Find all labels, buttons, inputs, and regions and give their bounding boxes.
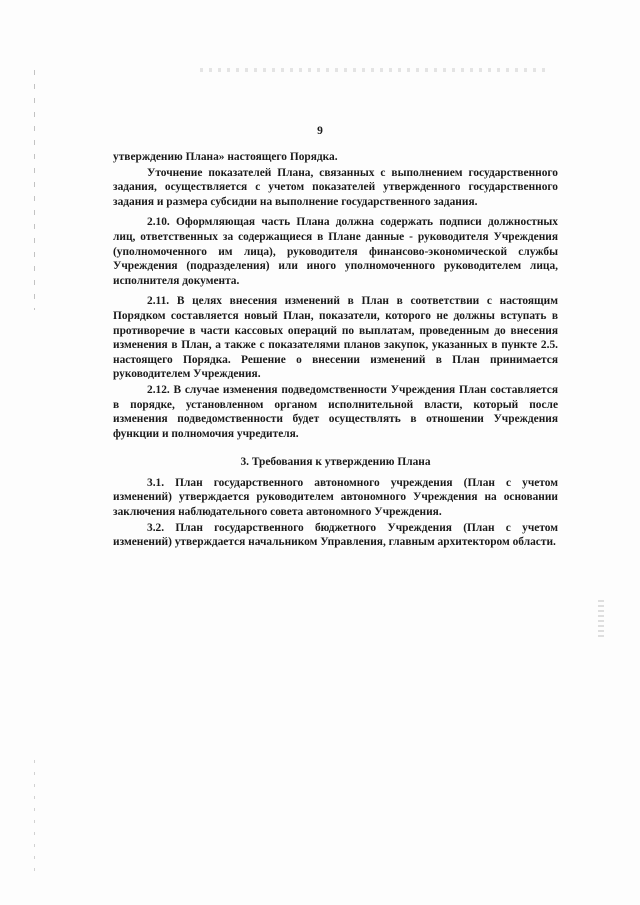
document-body	[113, 150, 558, 551]
scan-artifact-top	[200, 68, 550, 72]
paragraph-2-11: 2.11. В целях внесения изменений в План в соответствии с настоящим Порядком составляется новый План, показатели, которого не должны вступать в противоречие в части кассовых операций по выплатам, проведенным до внесения изменения в План, а также с показателями планов закупок, указанных в пункте 2.5. настоящего Порядка. Решение о внесении изменений в План принимается руководителем Учреждения.	[113, 295, 558, 381]
scan-artifact-right	[598, 600, 604, 640]
paragraph-3-1: 3.1. План государственного автономного учреждения (План с учетом изменений) утверждается руководителем автономного Учреждения на основании заключения наблюдательного совета автономного Учреждения.	[113, 476, 558, 519]
scan-artifact-left-edge-lower	[34, 760, 35, 880]
paragraph-continuation: утверждению Плана» настоящего Порядка.	[113, 151, 338, 163]
paragraph-2-12: 2.12. В случае изменения подведомственности Учреждения План составляется в порядке, установленном органом исполнительной власти, который после изменения подведомственности будет осуществлять в отношении Учреждения функции и полномочия учредителя.	[113, 383, 558, 440]
paragraph-clarification: Уточнение показателей Плана, связанных с выполнением государственного задания, осуществляется с учетом показателей утвержденного государственного задания и размера субсидии на выполнение государственного задания.	[113, 166, 558, 208]
section-title: 3. Требования к утверждению Плана	[240, 456, 431, 469]
paragraph-3-2: 3.2. План государственного бюджетного Учреждения (План с учетом изменений) утверждается начальником Управления, главным архитектором области.	[113, 521, 558, 549]
page-number: 9	[317, 125, 323, 137]
paragraph-2-10: 2.10. Оформляющая часть Плана должна содержать подписи должностных лиц, ответственных за содержащиеся в Плане данные - руководителя Учреждения (уполномоченного им лица), руководителя финансово-экономической службы Учреждения (подразделения) или иного уполномоченного руководителем лица, исполнителя документа.	[113, 216, 558, 287]
scan-artifact-left-edge	[34, 70, 35, 310]
